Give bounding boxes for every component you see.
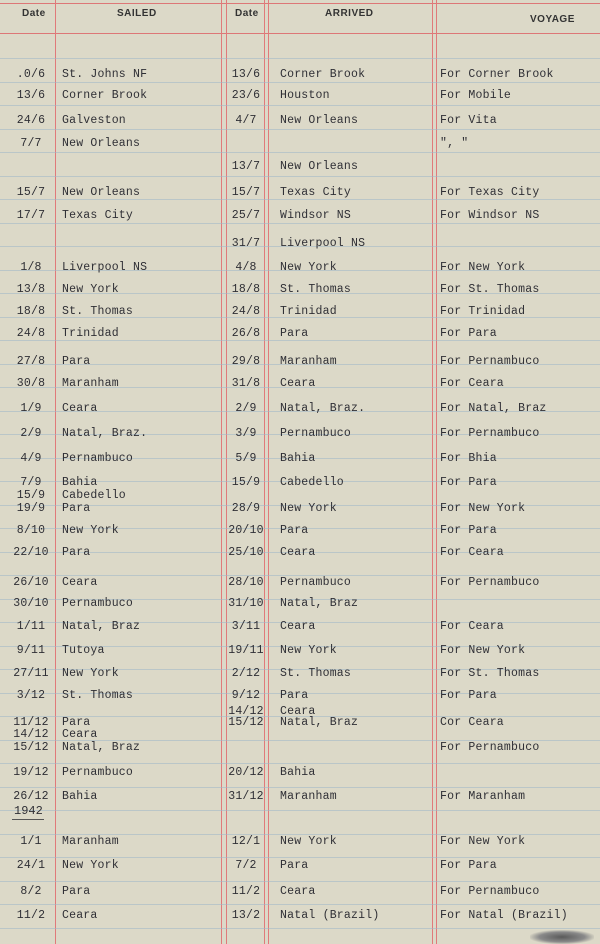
sailed-date: 26/12 (13, 790, 49, 803)
arrived-date: 25/7 (231, 209, 261, 222)
sailed-date: 19/12 (13, 766, 49, 779)
corner-stain (530, 930, 594, 944)
arrived-port: Maranham (280, 790, 337, 803)
arrived-date: 20/10 (228, 524, 264, 537)
arrived-date: 13/7 (231, 160, 261, 173)
sailed-date: 26/10 (13, 576, 49, 589)
voyage: For Pernambuco (440, 885, 540, 898)
ruled-line (0, 199, 600, 200)
voyage: For Pernambuco (440, 427, 540, 440)
arrived-port: Ceara (280, 885, 316, 898)
ruled-line (0, 58, 600, 59)
sailed-port: Pernambuco (62, 597, 134, 610)
ruled-line (0, 176, 600, 177)
arrived-date: 20/12 (228, 766, 264, 779)
voyage: For Corner Brook (440, 68, 554, 81)
sailed-port: Ceara (62, 728, 98, 741)
sailed-port: St. Johns NF (62, 68, 148, 81)
arrived-port: Natal, Braz. (280, 402, 366, 415)
arrived-date: 5/9 (235, 452, 257, 465)
sailed-date: 19/9 (16, 502, 46, 515)
sailed-port: Para (62, 716, 91, 729)
sailed-date: 3/12 (16, 689, 46, 702)
arrived-port: New York (280, 502, 337, 515)
year-label: 1942 (14, 804, 43, 818)
sailed-date: 22/10 (13, 546, 49, 559)
arrived-date: 28/9 (231, 502, 261, 515)
sailed-port: Ceara (62, 576, 98, 589)
arrived-date: 9/12 (231, 689, 261, 702)
sailed-date: 30/8 (16, 377, 46, 390)
arrived-port: Windsor NS (280, 209, 352, 222)
voyage: For Windsor NS (440, 209, 540, 222)
voyage: For Trinidad (440, 305, 526, 318)
sailed-port: Corner Brook (62, 89, 148, 102)
column-divider (226, 0, 227, 944)
sailed-date: 24/1 (16, 859, 46, 872)
ruled-line (0, 129, 600, 130)
header-voyage: VOYAGE (530, 14, 575, 25)
column-divider (264, 0, 265, 944)
arrived-date: 14/12 (228, 705, 264, 718)
sailed-port: New Orleans (62, 137, 141, 150)
sailed-port: New York (62, 524, 119, 537)
sailed-port: St. Thomas (62, 689, 134, 702)
sailed-port: Para (62, 546, 91, 559)
arrived-port: Ceara (280, 546, 316, 559)
voyage: For Para (440, 524, 497, 537)
sailed-port: Para (62, 885, 91, 898)
sailed-port: Liverpool NS (62, 261, 148, 274)
sailed-date: 27/8 (16, 355, 46, 368)
sailed-port: Pernambuco (62, 452, 134, 465)
arrived-port: New York (280, 261, 337, 274)
arrived-date: 23/6 (231, 89, 261, 102)
sailed-port: Pernambuco (62, 766, 134, 779)
voyage: For New York (440, 261, 526, 274)
voyage: For St. Thomas (440, 283, 540, 296)
arrived-date: 4/7 (235, 114, 257, 127)
sailed-port: Trinidad (62, 327, 119, 340)
arrived-date: 31/10 (228, 597, 264, 610)
sailed-port: Tutoya (62, 644, 105, 657)
sailed-port: Ceara (62, 402, 98, 415)
ruled-line (0, 857, 600, 858)
sailed-port: New Orleans (62, 186, 141, 199)
voyage: For New York (440, 502, 526, 515)
arrived-port: Maranham (280, 355, 337, 368)
sailed-date: 9/11 (16, 644, 46, 657)
arrived-port: Natal, Braz (280, 716, 359, 729)
arrived-date: 11/2 (231, 885, 261, 898)
arrived-date: 31/12 (228, 790, 264, 803)
voyage: For St. Thomas (440, 667, 540, 680)
sailed-date: .0/6 (16, 68, 46, 81)
arrived-port: Ceara (280, 705, 316, 718)
arrived-port: Trinidad (280, 305, 337, 318)
voyage: For Natal, Braz (440, 402, 547, 415)
arrived-date: 3/11 (231, 620, 261, 633)
arrived-date: 12/1 (231, 835, 261, 848)
sailed-port: St. Thomas (62, 305, 134, 318)
arrived-date: 19/11 (228, 644, 264, 657)
sailed-port: Bahia (62, 476, 98, 489)
sailed-date: 2/9 (20, 427, 42, 440)
sailed-port: Maranham (62, 835, 119, 848)
ruled-line (0, 82, 600, 83)
arrived-port: Para (280, 327, 309, 340)
voyage: For Mobile (440, 89, 512, 102)
arrived-port: Pernambuco (280, 427, 352, 440)
sailed-date: 1/8 (20, 261, 42, 274)
header-bottom-rule (0, 33, 600, 34)
column-divider (221, 0, 222, 944)
arrived-date: 18/8 (231, 283, 261, 296)
header-date-arrived: Date (235, 8, 259, 19)
sailed-date: 1/9 (20, 402, 42, 415)
arrived-date: 2/12 (231, 667, 261, 680)
voyage: For Natal (Brazil) (440, 909, 568, 922)
arrived-port: Para (280, 524, 309, 537)
sailed-date: 14/12 (13, 728, 49, 741)
voyage: For New York (440, 644, 526, 657)
voyage: ", " (440, 137, 469, 150)
sailed-port: Cabedello (62, 489, 126, 502)
ruled-line (0, 787, 600, 788)
sailed-date: 8/10 (16, 524, 46, 537)
sailed-port: New York (62, 859, 119, 872)
arrived-port: Liverpool NS (280, 237, 366, 250)
sailed-date: 24/6 (16, 114, 46, 127)
column-divider (268, 0, 269, 944)
sailed-date: 4/9 (20, 452, 42, 465)
voyage: For Pernambuco (440, 576, 540, 589)
sailed-port: Natal, Braz (62, 741, 141, 754)
sailed-port: Natal, Braz. (62, 427, 148, 440)
arrived-date: 29/8 (231, 355, 261, 368)
voyage: For Ceara (440, 546, 504, 559)
sailed-port: Para (62, 355, 91, 368)
sailed-port: Ceara (62, 909, 98, 922)
ruled-line (0, 904, 600, 905)
sailed-date: 27/11 (13, 667, 49, 680)
sailed-date: 8/2 (20, 885, 42, 898)
arrived-date: 13/2 (231, 909, 261, 922)
sailed-date: 1/1 (20, 835, 42, 848)
sailed-date: 30/10 (13, 597, 49, 610)
header-sailed: SAILED (117, 8, 157, 19)
arrived-port: Corner Brook (280, 68, 366, 81)
sailed-port: New York (62, 283, 119, 296)
arrived-date: 15/7 (231, 186, 261, 199)
arrived-port: New Orleans (280, 160, 359, 173)
voyage: For Para (440, 327, 497, 340)
arrived-port: Natal, Braz (280, 597, 359, 610)
arrived-port: Cabedello (280, 476, 344, 489)
ruled-line (0, 928, 600, 929)
arrived-port: Texas City (280, 186, 352, 199)
arrived-date: 2/9 (235, 402, 257, 415)
arrived-date: 3/9 (235, 427, 257, 440)
arrived-date: 24/8 (231, 305, 261, 318)
voyage: For Pernambuco (440, 741, 540, 754)
voyage: Cor Ceara (440, 716, 504, 729)
sailed-port: Galveston (62, 114, 126, 127)
arrived-port: Natal (Brazil) (280, 909, 380, 922)
sailed-port: Natal, Braz (62, 620, 141, 633)
arrived-port: New York (280, 835, 337, 848)
sailed-date: 24/8 (16, 327, 46, 340)
arrived-port: Bahia (280, 766, 316, 779)
sailed-port: Para (62, 502, 91, 515)
voyage: For Maranham (440, 790, 526, 803)
ruled-line (0, 810, 600, 811)
ruled-line (0, 152, 600, 153)
sailed-date: 7/9 (20, 476, 42, 489)
arrived-port: Para (280, 689, 309, 702)
arrived-port: New Orleans (280, 114, 359, 127)
header-date-sailed: Date (22, 8, 46, 19)
sailed-date: 1/11 (16, 620, 46, 633)
voyage: For New York (440, 835, 526, 848)
sailed-date: 15/9 (16, 489, 46, 502)
arrived-date: 15/12 (228, 716, 264, 729)
arrived-port: St. Thomas (280, 283, 352, 296)
voyage: For Para (440, 859, 497, 872)
arrived-date: 13/6 (231, 68, 261, 81)
column-divider (55, 0, 56, 944)
sailed-date: 18/8 (16, 305, 46, 318)
header-arrived: ARRIVED (325, 8, 374, 19)
voyage: For Para (440, 689, 497, 702)
arrived-date: 31/8 (231, 377, 261, 390)
ruled-line (0, 340, 600, 341)
arrived-date: 28/10 (228, 576, 264, 589)
sailed-date: 17/7 (16, 209, 46, 222)
sailed-date: 13/6 (16, 89, 46, 102)
voyage: For Ceara (440, 377, 504, 390)
arrived-date: 25/10 (228, 546, 264, 559)
voyage: For Vita (440, 114, 497, 127)
voyage: For Para (440, 476, 497, 489)
voyage: For Texas City (440, 186, 540, 199)
ruled-line (0, 223, 600, 224)
column-divider (432, 0, 433, 944)
arrived-port: New York (280, 644, 337, 657)
sailed-date: 15/7 (16, 186, 46, 199)
arrived-port: Bahia (280, 452, 316, 465)
ruled-line (0, 881, 600, 882)
voyage: For Bhia (440, 452, 497, 465)
arrived-date: 4/8 (235, 261, 257, 274)
arrived-date: 15/9 (231, 476, 261, 489)
column-divider (436, 0, 437, 944)
sailed-port: Bahia (62, 790, 98, 803)
arrived-port: Ceara (280, 377, 316, 390)
sailed-date: 7/7 (20, 137, 42, 150)
ruled-line (0, 763, 600, 764)
sailed-date: 11/2 (16, 909, 46, 922)
sailed-port: Texas City (62, 209, 134, 222)
header-top-rule (0, 3, 600, 4)
arrived-port: Ceara (280, 620, 316, 633)
voyage: For Ceara (440, 620, 504, 633)
sailed-date: 13/8 (16, 283, 46, 296)
sailed-port: Maranham (62, 377, 119, 390)
arrived-port: St. Thomas (280, 667, 352, 680)
arrived-port: Houston (280, 89, 330, 102)
sailed-port: New York (62, 667, 119, 680)
sailed-date: 11/12 (13, 716, 49, 729)
year-underline (12, 819, 44, 820)
ruled-line (0, 105, 600, 106)
arrived-date: 26/8 (231, 327, 261, 340)
arrived-date: 31/7 (231, 237, 261, 250)
sailed-date: 15/12 (13, 741, 49, 754)
arrived-port: Para (280, 859, 309, 872)
arrived-date: 7/2 (235, 859, 257, 872)
voyage: For Pernambuco (440, 355, 540, 368)
arrived-port: Pernambuco (280, 576, 352, 589)
